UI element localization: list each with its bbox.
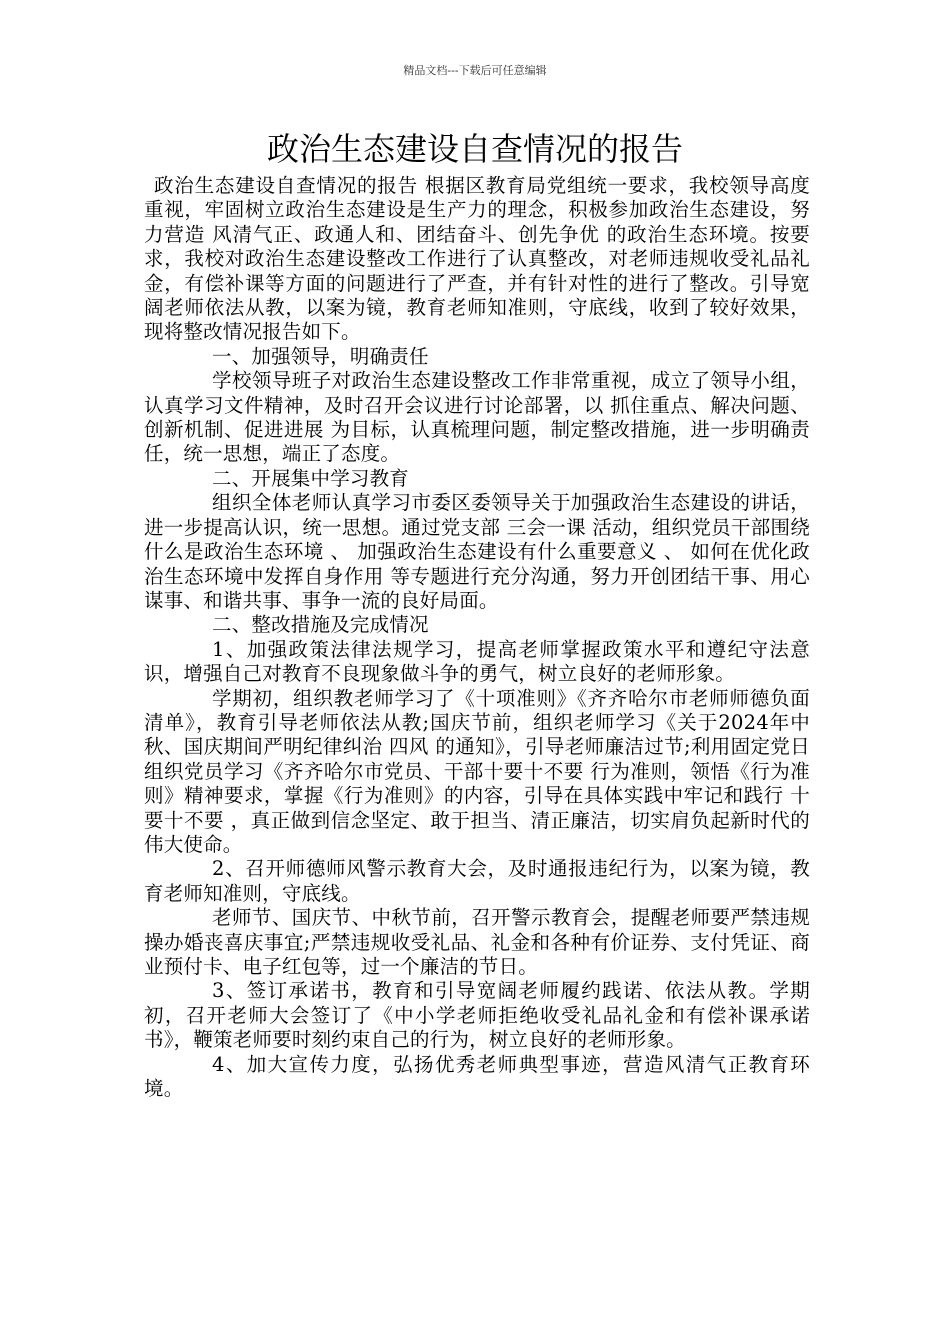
section-heading: 一、加强领导，明确责任 xyxy=(212,344,429,368)
paragraph: 政治生态建设自查情况的报告 根据区教育局党组统一要求，我校领导高度重视，牢固树立政治生态建设是生产力的理念，积极参加政治生态建设，努力营造 风清气正、政通人和、团结奋斗、创先争优 的政治生态环境。按要求，我校对政治生态建设整改工作进行了认真整改，对老师违规收受礼品礼金，有偿补课等方面的问题进行了严查，并有针对性的进行了整改。引导宽阔老师依法从教，以案为镜，教育老师知准则，守底线，收到了较好效果，现将整改情况报告如下。 xyxy=(144,174,810,344)
paragraph: 老师节、国庆节、中秋节前，召开警示教育会，提醒老师要严禁违规操办婚丧喜庆事宜;严禁违规收受礼品、礼金和各种有价证券、支付凭证、商业预付卡、电子红包等，过一个廉洁的节日。 xyxy=(144,906,810,978)
section-heading: 二、整改措施及完成情况 xyxy=(212,613,429,637)
paragraph: 1、加强政策法律法规学习，提高老师掌握政策水平和遵纪守法意识，增强自己对教育不良现象做斗争的勇气，树立良好的老师形象。 xyxy=(144,637,810,686)
paragraph: 学期初，组织教老师学习了《十项准则》《齐齐哈尔市老师师德负面清单》，教育引导老师依法从教;国庆节前，组织老师学习《关于2024年中秋、国庆期间严明纪律纠治 四风 的通知》，引导老师廉洁过节;利用固定党日组织党员学习《齐齐哈尔市党员、干部十要十不要 行为准则，领悟《行为准则》精神要求，掌握《行为准则》的内容，引导在具体实践中牢记和践行 十要十不要 ，真正做到信念坚定、敢于担当、清正廉洁，切实肩负起新时代的伟大使命。 xyxy=(144,686,810,856)
paragraph: 4、加大宣传力度，弘扬优秀老师典型事迹，营造风清气正教育环境。 xyxy=(144,1052,810,1101)
header-note: 精品文档---下载后可任意编辑 xyxy=(403,64,547,77)
document-title: 政治生态建设自查情况的报告 xyxy=(266,130,683,168)
paragraph: 3、签订承诺书，教育和引导宽阔老师履约践诺、依法从教。学期初，召开老师大会签订了《中小学老师拒绝收受礼品礼金和有偿补课承诺书》，鞭策老师要时刻约束自己的行为，树立良好的老师形象。 xyxy=(144,979,810,1052)
paragraph: 组织全体老师认真学习市委区委领导关于加强政治生态建设的讲话，进一步提高认识，统一思想。通过党支部 三会一课 活动，组织党员干部围绕 什么是政治生态环境 、 加强政治生态建设有什么重要意义 、 如何在优化政治生态环境中发挥自身作用 等专题进行充分沟通，努力开创团结干事、用心谋事、和谐共事、事争一流的良好局面。 xyxy=(144,491,810,612)
section-heading: 二、开展集中学习教育 xyxy=(212,466,410,490)
paragraph: 2、召开师德师风警示教育大会，及时通报违纪行为，以案为镜，教育老师知准则，守底线。 xyxy=(144,857,810,905)
paragraph: 学校领导班子对政治生态建设整改工作非常重视，成立了领导小组，认真学习文件精神，及时召开会议进行讨论部署，以 抓住重点、解决问题、创新机制、促进进展 为目标，认真梳理问题，制定整改措施，进一步明确责任，统一思想，端正了态度。 xyxy=(144,369,810,466)
document-body xyxy=(144,174,810,1101)
